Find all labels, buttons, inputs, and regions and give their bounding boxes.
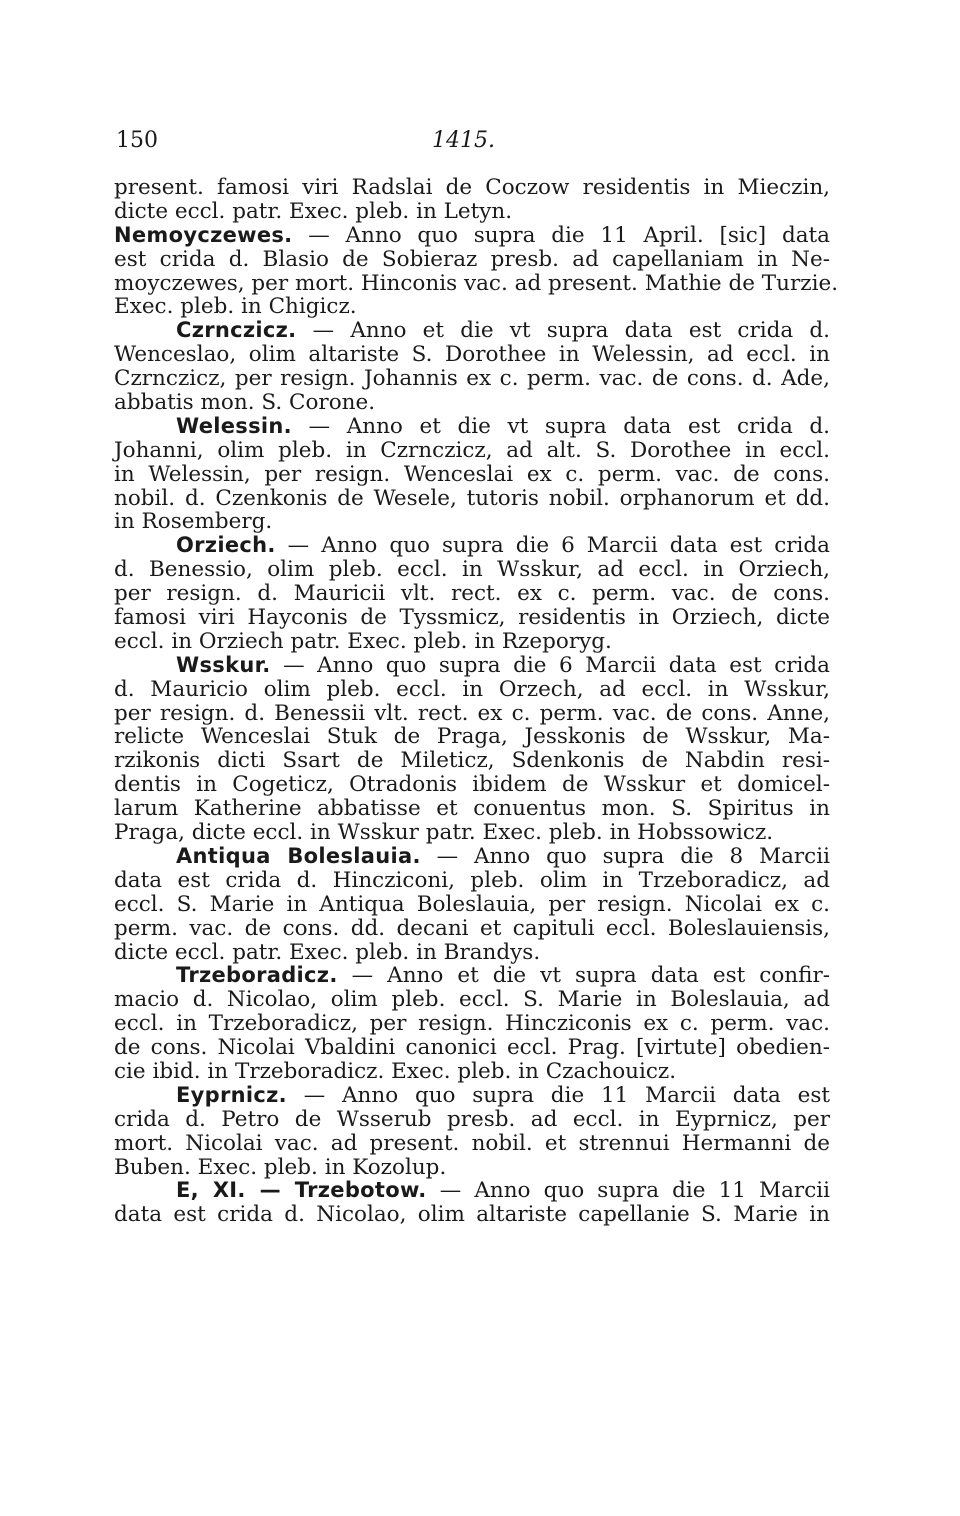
text-line [114, 200, 830, 224]
line-text: — Anno et die vt supra data est crida d. [291, 413, 830, 439]
text-line [114, 1084, 830, 1108]
line-text: est crida d. Blasio de Sobieraz presb. ad capellaniam in Ne- [114, 246, 830, 272]
line-text: eccl. in Orziech patr. Exec. pleb. in Rzeporyg. [114, 628, 612, 654]
text-line [114, 606, 830, 630]
line-text: Exec. pleb. in Chigicz. [114, 294, 357, 320]
line-text: macio d. Nicolao, olim pleb. eccl. S. Marie in Boleslauia, ad [114, 987, 830, 1013]
line-text: — Anno quo supra die 8 Marcii [420, 843, 830, 869]
text-line [114, 964, 830, 988]
text-line [114, 1108, 830, 1132]
text-line [114, 270, 839, 296]
line-text: Praga, dicte eccl. in Wsskur patr. Exec. pleb. in Hobssowicz. [114, 820, 774, 846]
line-text: per resign. d. Benessii vlt. rect. ex c. perm. vac. de cons. Anne, [114, 700, 830, 726]
text-line [114, 295, 830, 319]
line-text: — Anno et die vt supra data est crida d. [296, 318, 830, 344]
text-line [114, 510, 830, 534]
line-text: per resign. d. Mauricii vlt. rect. ex c. perm. vac. de cons. [114, 581, 830, 607]
line-text: data est crida d. Hincziconi, pleb. olim in Trzeboradicz, ad [114, 867, 830, 893]
text-line [114, 487, 830, 511]
line-text: nobil. d. Czenkonis de Wesele, tutoris nobil. orphanorum et dd. [114, 485, 830, 511]
line-text: — Anno quo supra die 11 Marcii data est [286, 1082, 830, 1108]
text-line [114, 630, 830, 654]
line-text: Wenceslao, olim altariste S. Dorothee in Welessin, ad eccl. in [114, 342, 830, 368]
line-text: eccl. S. Marie in Antiqua Boleslauia, per resign. Nicolai ex c. [114, 891, 830, 917]
line-text: — Anno quo supra die 11 April. [sic] data [292, 222, 830, 248]
text-line [114, 654, 830, 678]
text-line [114, 558, 830, 582]
text-line [114, 415, 830, 439]
line-text: dicte eccl. patr. Exec. pleb. in Brandys. [114, 939, 541, 965]
entry-heading: Nemoyczewes. [114, 222, 293, 247]
text-line [114, 1156, 830, 1180]
text-line [114, 319, 830, 343]
text-line [114, 176, 830, 200]
text-line [114, 463, 830, 487]
text-line [114, 797, 830, 821]
line-text: perm. vac. de cons. dd. decani et capituli eccl. Boleslauiensis, [114, 915, 830, 941]
line-text: — Anno quo supra die 6 Marcii data est crida [270, 652, 830, 678]
text-line [114, 1203, 830, 1227]
text-line [114, 248, 830, 272]
text-line [114, 1036, 830, 1060]
text-line [114, 1179, 830, 1203]
text-line [114, 439, 830, 463]
text-line [114, 869, 830, 893]
running-head-year: 1415. [432, 128, 495, 153]
line-text: relicte Wenceslai Stuk de Praga, Jesskonis de Wsskur, Ma- [114, 724, 830, 750]
line-text: rzikonis dicti Ssart de Mileticz, Sdenkonis de Nabdin resi- [114, 748, 830, 774]
line-text: Buben. Exec. pleb. in Kozolup. [114, 1154, 447, 1180]
entry-heading: Wsskur. [176, 652, 271, 677]
line-text: Johanni, olim pleb. in Czrnczicz, ad alt. S. Dorothee in eccl. [114, 437, 830, 463]
text-line [114, 678, 830, 702]
text-body [114, 175, 839, 1228]
line-text: d. Mauricio olim pleb. eccl. in Orzech, ad eccl. in Wsskur, [114, 676, 830, 702]
text-line [114, 582, 830, 606]
line-text: dentis in Cogeticz, Otradonis ibidem de Wsskur et domicel- [114, 772, 830, 798]
line-text: dicte eccl. patr. Exec. pleb. in Letyn. [114, 198, 513, 224]
text-line [114, 1060, 830, 1084]
text-line [114, 845, 830, 869]
entry-heading: Antiqua Boleslauia. [176, 843, 421, 868]
line-text: larum Katherine abbatisse et conuentus mon. S. Spiritus in [114, 796, 830, 822]
text-line [114, 391, 830, 415]
line-text: mort. Nicolai vac. ad present. nobil. et strennui Hermanni de [114, 1130, 830, 1156]
line-text: abbatis mon. S. Corone. [114, 390, 376, 416]
line-text: present. famosi viri Radslai de Coczow residentis in Mieczin, [114, 175, 830, 200]
text-line [114, 343, 830, 367]
entry-heading: Czrnczicz. [176, 318, 297, 343]
line-text: Czrnczicz, per resign. Johannis ex c. perm. vac. de cons. d. Ade, [114, 366, 830, 392]
line-text: eccl. in Trzeboradicz, per resign. Hincziconis ex c. perm. vac. [114, 1011, 830, 1037]
text-line [114, 941, 830, 965]
line-text: moyczewes, per mort. Hinconis vac. ad present. Mathie de Turzie. [114, 270, 839, 296]
page-number: 150 [116, 128, 158, 153]
line-text: — Anno et die vt supra data est confir- [337, 963, 830, 989]
line-text: data est crida d. Nicolao, olim altariste capellanie S. Marie in [114, 1202, 830, 1228]
text-line [114, 821, 830, 845]
line-text: in Welessin, per resign. Wenceslai ex c. perm. vac. de cons. [114, 461, 830, 487]
entry-heading: Trzeboradicz. [176, 963, 338, 988]
text-line [114, 367, 830, 391]
line-text: crida d. Petro de Wsserub presb. ad eccl. in Eyprnicz, per [114, 1106, 830, 1132]
text-line [114, 988, 830, 1012]
entry-heading: Orziech. [176, 533, 276, 558]
line-text: in Rosemberg. [114, 509, 273, 535]
text-line [114, 773, 830, 797]
text-line [114, 224, 830, 248]
text-line [114, 1012, 830, 1036]
text-line [114, 702, 830, 726]
line-text: famosi viri Hayconis de Tyssmicz, residentis in Orziech, dicte [114, 605, 830, 631]
text-line [114, 725, 830, 749]
entry-heading: Welessin. [176, 413, 292, 438]
line-text: — Anno quo supra die 6 Marcii data est crida [275, 533, 830, 559]
line-text: de cons. Nicolai Vbaldini canonici eccl. Prag. [virtute] obedien- [114, 1035, 830, 1061]
text-line [114, 917, 830, 941]
running-head [116, 128, 828, 158]
line-text: — Anno quo supra die 11 Marcii [426, 1178, 830, 1204]
text-line [114, 893, 830, 917]
line-text: d. Benessio, olim pleb. eccl. in Wsskur, ad eccl. in Orziech, [114, 557, 830, 583]
line-text: cie ibid. in Trzeboradicz. Exec. pleb. in Czachouicz. [114, 1058, 677, 1084]
entry-heading: Eyprnicz. [176, 1082, 287, 1107]
text-line [114, 534, 830, 558]
entry-heading: E, XI. — Trzebotow. [176, 1178, 427, 1203]
text-line [114, 1132, 830, 1156]
text-line [114, 749, 830, 773]
